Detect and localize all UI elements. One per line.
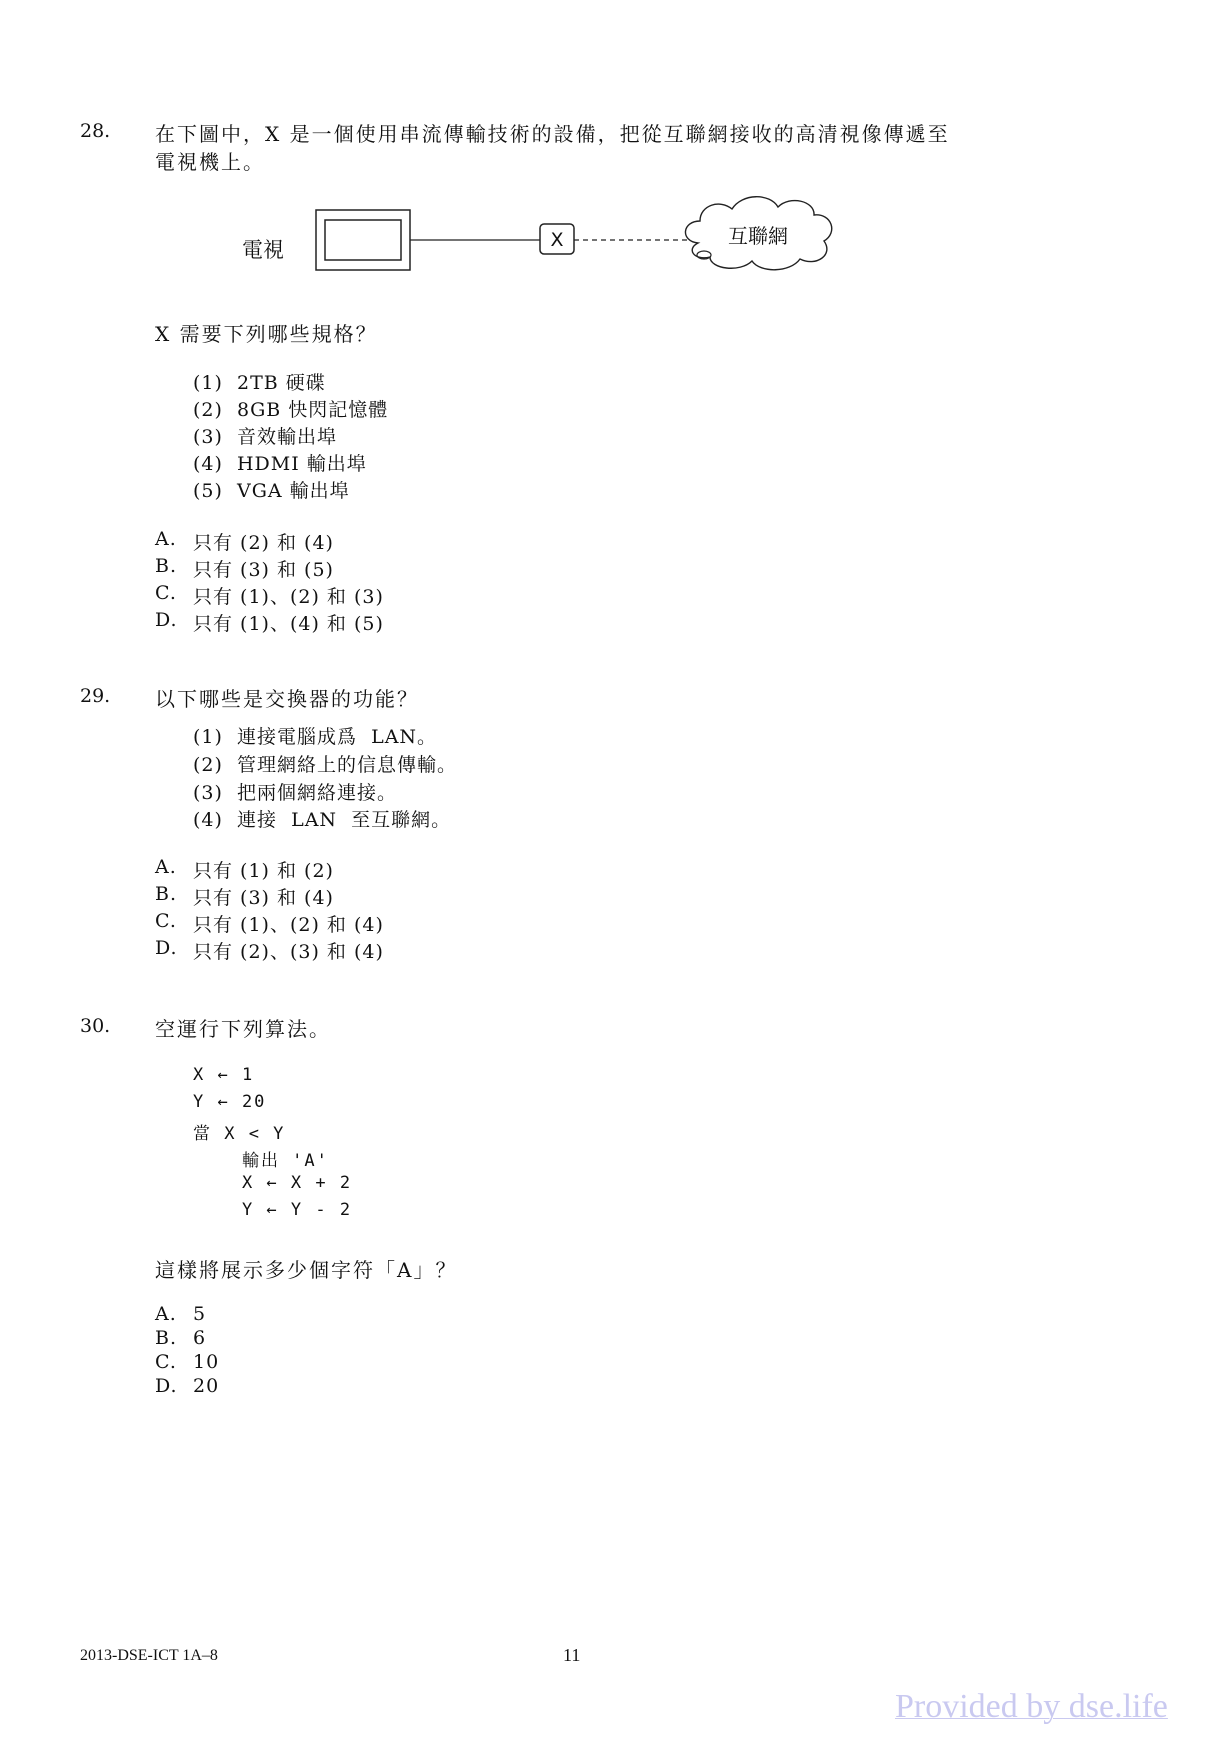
answer-option-letter: D. xyxy=(155,937,178,959)
question-stem: 以下哪些是交換器的功能？ xyxy=(155,687,419,711)
question-number: 30. xyxy=(80,1015,111,1037)
answer-option-text: 只有 (2) 和 (4) xyxy=(193,532,334,554)
answer-option-letter: A. xyxy=(155,1303,177,1325)
spec-item: (2) 8GB 快閃記憶體 xyxy=(193,399,389,421)
tv-icon xyxy=(316,210,410,270)
answer-option-letter: D. xyxy=(155,609,178,631)
answer-option-letter: B. xyxy=(155,555,178,577)
paper-code: 2013-DSE-ICT 1A–8 xyxy=(80,1647,218,1664)
answer-option-text: 5 xyxy=(193,1303,207,1325)
code-line: X ← 1 xyxy=(193,1065,255,1085)
answer-option-text: 只有 (1) 和 (2) xyxy=(193,860,334,882)
answer-option-text: 只有 (1)、(4) 和 (5) xyxy=(193,613,384,635)
answer-option-text: 只有 (3) 和 (4) xyxy=(193,887,334,909)
answer-option-text: 20 xyxy=(193,1375,220,1397)
answer-option-text: 6 xyxy=(193,1327,207,1349)
answer-option-text: 只有 (1)、(2) 和 (3) xyxy=(193,586,384,608)
code-line: Y ← Y - 2 xyxy=(193,1200,353,1220)
function-item: (2) 管理網絡上的信息傳輸。 xyxy=(193,754,457,776)
function-item: (3) 把兩個網絡連接。 xyxy=(193,782,397,804)
question-stem: 在下圖中，X 是一個使用串流傳輸技術的設備，把從互聯網接收的高清視像傳遞至 xyxy=(155,122,950,146)
question-number: 29. xyxy=(80,685,111,707)
answer-option-text: 只有 (2)、(3) 和 (4) xyxy=(193,941,384,963)
answer-option-letter: A. xyxy=(155,856,177,878)
cloud-label: 互聯網 xyxy=(728,224,788,248)
question-stem-continued: 電視機上。 xyxy=(155,150,265,174)
answer-option-letter: C. xyxy=(155,1351,177,1373)
spec-item: (5) VGA 輸出埠 xyxy=(193,480,350,502)
question-number: 28. xyxy=(80,120,111,142)
page-number: 11 xyxy=(563,1645,581,1665)
answer-option-letter: B. xyxy=(155,1327,178,1349)
function-item: (4) 連接 LAN 至互聯網。 xyxy=(193,809,452,831)
spec-item: (4) HDMI 輸出埠 xyxy=(193,453,367,475)
answer-option-letter: C. xyxy=(155,910,177,932)
question-stem: 空運行下列算法。 xyxy=(155,1017,331,1041)
answer-option-text: 只有 (1)、(2) 和 (4) xyxy=(193,914,384,936)
code-line: 輸出 'A' xyxy=(193,1151,329,1171)
tv-label: 電視 xyxy=(242,238,284,262)
spec-item: (3) 音效輸出埠 xyxy=(193,426,337,448)
watermark: Provided by dse.life xyxy=(895,1688,1168,1725)
answer-option-letter: A. xyxy=(155,528,177,550)
answer-option-letter: D. xyxy=(155,1375,178,1397)
sub-question: 這樣將展示多少個字符「A」？ xyxy=(155,1258,458,1282)
answer-option-letter: B. xyxy=(155,883,178,905)
code-line: X ← X + 2 xyxy=(193,1173,353,1193)
answer-option-text: 只有 (3) 和 (5) xyxy=(193,559,334,581)
sub-question: X 需要下列哪些規格？ xyxy=(155,322,378,346)
network-diagram xyxy=(230,185,870,285)
code-line: Y ← 20 xyxy=(193,1092,267,1112)
function-item: (1) 連接電腦成爲 LAN。 xyxy=(193,726,438,748)
device-x-label: X xyxy=(550,229,564,251)
spec-item: (1) 2TB 硬碟 xyxy=(193,372,326,394)
answer-option-letter: C. xyxy=(155,582,177,604)
answer-option-text: 10 xyxy=(193,1351,220,1373)
code-line: 當 X < Y xyxy=(193,1124,286,1144)
